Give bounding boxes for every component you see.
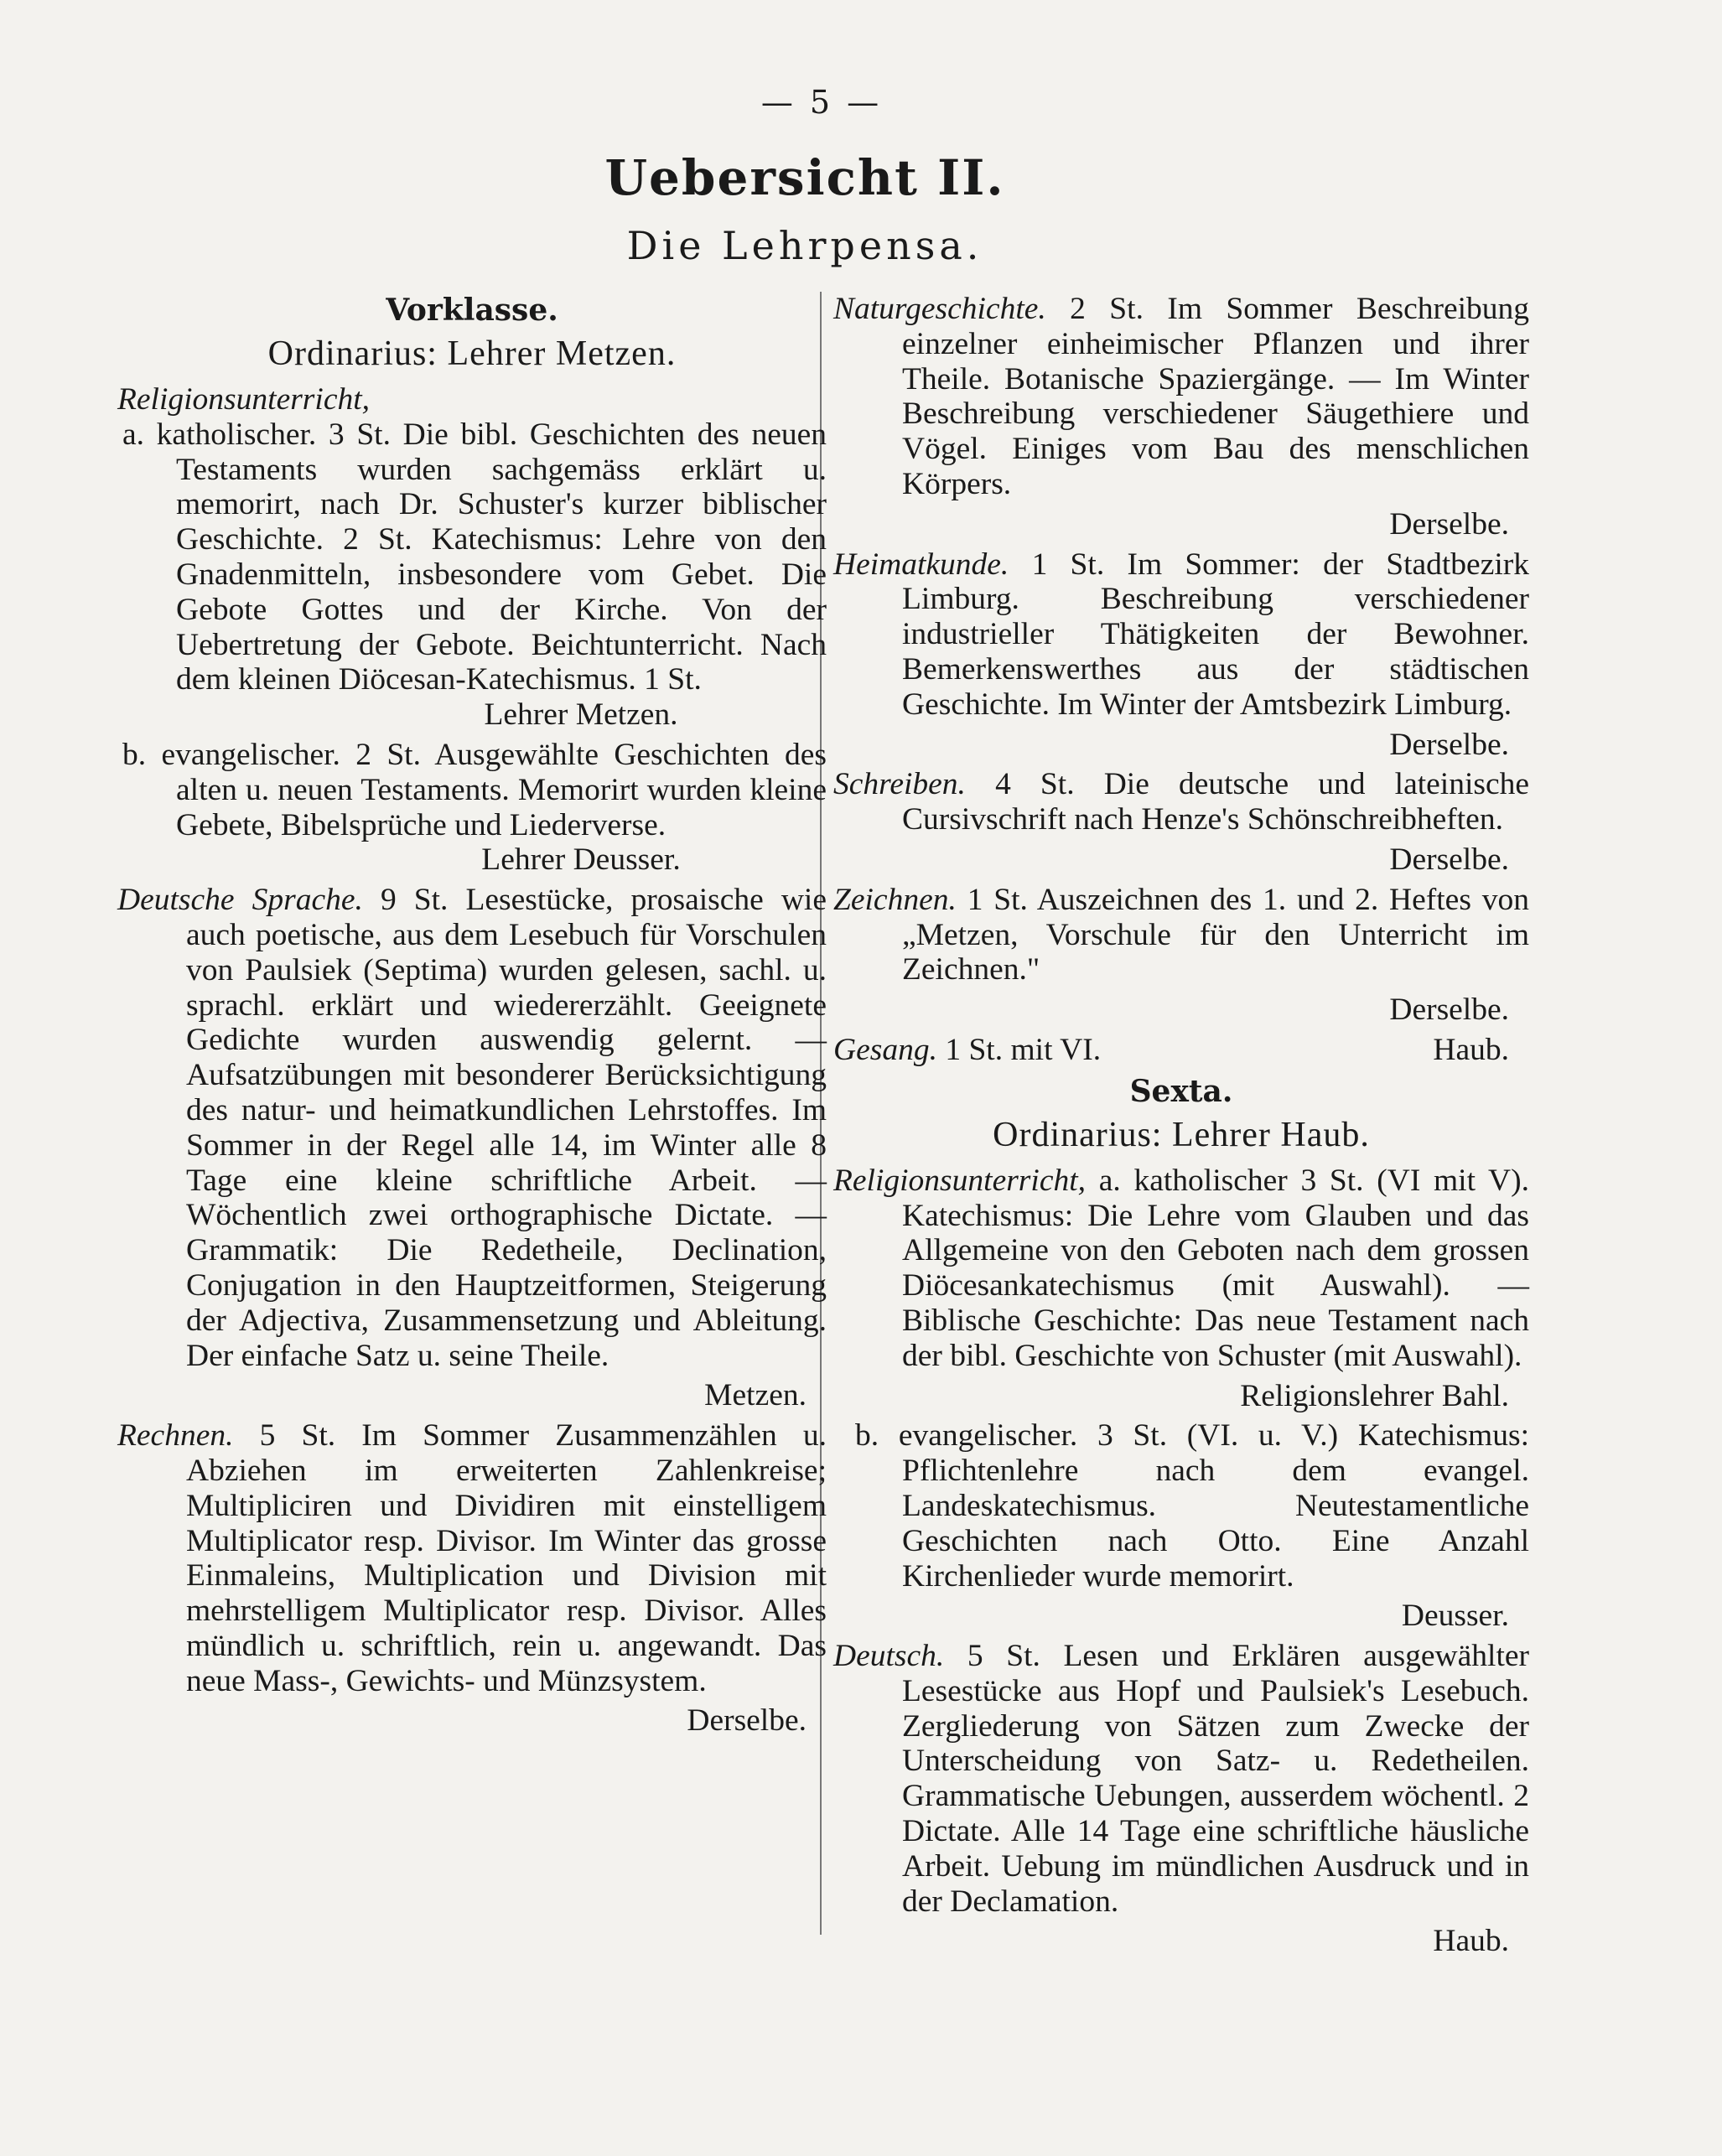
subject-schreiben: Schreiben. [833, 767, 966, 802]
religion-section [117, 382, 827, 878]
religion-sexta-section [833, 1164, 1529, 1374]
heimatkunde-text: 1 St. Im Sommer: der Stadtbezirk Limburg. Beschreibung verschiedener industrieller Thätigkeiten der Bewohner. Bemerkenswerthes aus der städtischen Geschichte. Im Winter der Amtsbezirk Limburg. [902, 547, 1530, 722]
deutsche-sprache-section [117, 883, 827, 1373]
religion-sexta-b-signature: Deusser. [1401, 1599, 1509, 1634]
subject-religion-sexta: Religionsunterricht, [833, 1163, 1087, 1198]
naturgeschichte-section [833, 292, 1529, 502]
left-column [117, 292, 827, 1744]
zeichnen-text: 1 St. Auszeichnen des 1. und 2. Heftes von „Metzen, Vorschule für den Unterricht im Zeichnen." [902, 882, 1530, 987]
religion-sexta-a-signature: Religionslehrer Bahl. [1240, 1378, 1509, 1413]
religion-a-signature: Lehrer Metzen. [484, 697, 678, 733]
religion-sexta-b-text: b. evangelischer. 3 St. (VI. u. V.) Katechismus: Pflichtenlehre nach dem evangel. Landeskatechismus. Neutestamentliche Geschichten nach Otto. Eine Anzahl Kirchenlieder wurde memorirt. [855, 1418, 1529, 1594]
gesang-signature: Haub. [1433, 1032, 1509, 1067]
schreiben-signature: Derselbe. [1389, 842, 1509, 877]
deutsch-sexta-section [833, 1639, 1529, 1919]
religion-b-text: b. evangelischer. 2 St. Ausgewählte Geschichten des alten u. neuen Testaments. Memorirt wurden kleine Gebete, Bibelsprüche und Liederverse. [122, 737, 827, 842]
gesang-section [833, 1033, 1529, 1068]
class-heading-vorklasse: Vorklasse. [386, 293, 558, 328]
schreiben-text: 4 St. Die deutsche und lateinische Cursivschrift nach Henze's Schönschreibheften. [902, 767, 1529, 837]
deutsch-sexta-signature: Haub. [1433, 1924, 1509, 1959]
rechnen-section [117, 1418, 827, 1698]
heimatkunde-signature: Derselbe. [1389, 727, 1509, 762]
subject-heimatkunde: Heimatkunde. [833, 547, 1009, 582]
ordinarius-vorklasse: Ordinarius: Lehrer Metzen. [267, 334, 677, 373]
rechnen-text: 5 St. Im Sommer Zusammenzählen u. Abziehen im erweiterten Zahlenkreise; Multipliciren und Dividiren mit einstelligem Multiplicator resp. Divisor. Im Winter das grosse Einmaleins, Multiplication und Division mit mehrstelligem Multiplicator resp. Divisor. Alles mündlich u. schriftlich, rein u. angewandt. Das neue Mass-, Gewichts- und Münzsystem. [186, 1418, 827, 1698]
heimatkunde-section [833, 547, 1529, 723]
deutsch-sexta-text: 5 St. Lesen und Erklären ausgewählter Lesestücke aus Hopf und Paulsiek's Lesebuch. Zergliederung von Sätzen zum Zwecke der Unterscheidung von Satz- u. Redetheilen. Grammatische Uebungen, ausserdem wöchentl. 2 Dictate. Alle 14 Tage eine schriftliche häusliche Arbeit. Uebung im mündlichen Ausdruck und in der Declamation. [902, 1639, 1530, 1919]
religion-b-signature: Lehrer Deusser. [481, 842, 681, 878]
page-title: Uebersicht II. [604, 149, 1005, 206]
subject-naturgeschichte: Naturgeschichte. [833, 292, 1046, 326]
religion-a-text: a. katholischer. 3 St. Die bibl. Geschichten des neuen Testaments wurden sachgemäss erklärt u. memorirt, nach Dr. Schuster's kurzer biblischer Geschichte. 2 St. Katechismus: Lehre von den Gnadenmitteln, insbesondere vom Gebet. Die Gebote Gottes und der Kirche. Von der Uebertretung der Gebote. Beichtunterricht. Nach dem kleinen Diöcesan-Katechismus. 1 St. [122, 417, 827, 697]
page-subtitle: Die Lehrpensa. [626, 223, 983, 268]
zeichnen-signature: Derselbe. [1389, 992, 1509, 1028]
subject-zeichnen: Zeichnen. [833, 882, 957, 917]
ordinarius-sexta: Ordinarius: Lehrer Haub. [993, 1115, 1370, 1154]
page-number: — 5 — [760, 84, 883, 121]
right-column [833, 292, 1529, 1964]
subject-religion: Religionsunterricht, [117, 382, 371, 417]
gesang-text: 1 St. mit VI. [945, 1032, 1102, 1067]
subject-gesang: Gesang. [833, 1032, 937, 1067]
religion-sexta-a-text: a. katholischer 3 St. (VI mit V). Katechismus: Die Lehre vom Glauben und das Allgemeine von den Geboten nach dem grossen Diöcesankatechismus (mit Auswahl). — Biblische Geschichte: Das neue Testament nach der bibl. Geschichte von Schuster (mit Auswahl). [902, 1163, 1529, 1373]
deutsche-sprache-signature: Metzen. [704, 1378, 807, 1413]
deutsche-sprache-text: 9 St. Lesestücke, prosaische wie auch poetische, aus dem Lesebuch für Vorschulen von Paulsiek (Septima) wurden gelesen, sachl. u. sprachl. erklärt und wiedererzählt. Geeignete Gedichte wurden auswendig gelernt. — Aufsatzübungen mit besonderer Berücksichtigung des natur- und heimatkundlichen Lehrstoffes. Im Sommer in der Regel alle 14, im Winter alle 8 Tage eine kleine schriftliche Arbeit. — Wöchentlich zwei orthographische Dictate. — Grammatik: Die Redetheile, Declination, Conjugation in den Hauptzeitformen, Steigerung der Adjectiva, Zusammensetzung und Ableitung. Der einfache Satz u. seine Theile. [186, 883, 827, 1373]
schreiben-section [833, 767, 1529, 837]
class-heading-sexta: Sexta. [1129, 1073, 1233, 1109]
naturgeschichte-signature: Derselbe. [1389, 506, 1509, 542]
subject-deutsche-sprache: Deutsche Sprache. [117, 883, 363, 918]
rechnen-signature: Derselbe. [687, 1703, 807, 1739]
naturgeschichte-text: 2 St. Im Sommer Beschreibung einzelner einheimischer Pflanzen und ihrer Theile. Botanische Spaziergänge. — Im Winter Beschreibung verschiedener Säugethiere und Vögel. Einiges vom Bau des menschlichen Körpers. [902, 292, 1530, 501]
subject-rechnen: Rechnen. [117, 1418, 234, 1454]
subject-deutsch-sexta: Deutsch. [833, 1639, 945, 1674]
zeichnen-section [833, 883, 1529, 987]
